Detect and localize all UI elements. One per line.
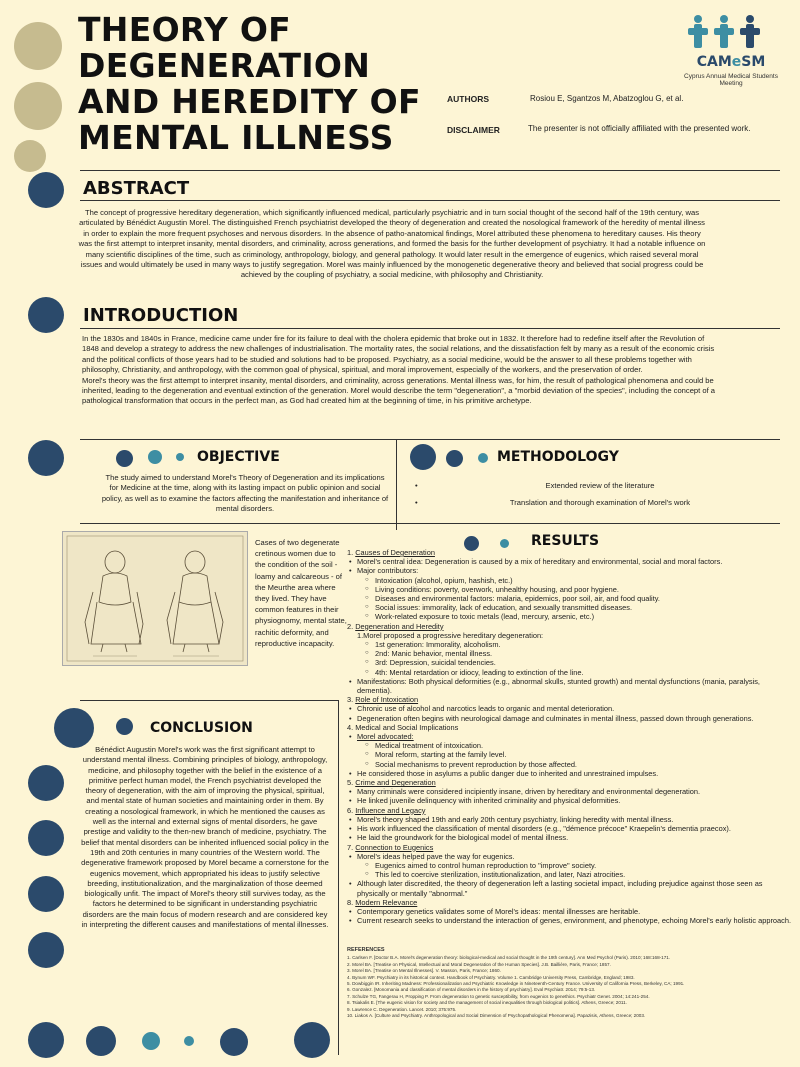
decor-circle bbox=[294, 1022, 330, 1058]
results-subbullet: ○ 1st generation: Immorality, alcoholism. bbox=[347, 640, 792, 649]
decor-circle bbox=[28, 440, 64, 476]
results-bullet: • His work influenced the classification of mental disorders (e.g., "démence précoce" Kraepelin's dementia praecox). bbox=[347, 824, 792, 833]
reference-item: 1. Carlsen F. [Doctor B.A. Morel's degeneration theory: biological-medical and social thought in the 19th century]. Ann Med Psychol (Paris). 2010; 168:168-171. bbox=[347, 955, 671, 961]
results-bullet: • Many criminals were considered incipiently insane, driven by hereditary and environmental degeneration. bbox=[347, 787, 792, 796]
decor-circle bbox=[446, 450, 463, 467]
methodology-list bbox=[415, 481, 785, 515]
decor-circle bbox=[220, 1028, 248, 1056]
disclaimer-label: DISCLAIMER bbox=[447, 125, 500, 135]
results-subbullet: ○ Social issues: immorality, lack of education, and sexually transmitted diseases. bbox=[347, 603, 792, 612]
decor-circle bbox=[28, 765, 64, 801]
decor-circle bbox=[142, 1032, 160, 1050]
results-subbullet: ○ Work-related exposure to toxic metals (lead, mercury, arsenic, etc.) bbox=[347, 612, 792, 621]
column-divider bbox=[338, 700, 339, 1055]
reference-item: 4. Bynum WF. Psychiatry in its historical context. Handbook of Psychiatry. Volume 1. Cambridge University Press, Cambridge, England; 1983. bbox=[347, 974, 635, 980]
conclusion-heading: CONCLUSION bbox=[150, 720, 253, 736]
results-section: 1. Causes of Degeneration bbox=[347, 548, 435, 557]
reference-item: 7. Schulze TG, Fangerau H, Propping P. From degeneration to genetic susceptibility, from eugenics to genethics. Psychiatr Genet. 2004; 14:241-254. bbox=[347, 993, 650, 999]
camesm-logo bbox=[672, 14, 790, 86]
decor-circle bbox=[478, 453, 488, 463]
results-subbullet: ○ Intoxication (alcohol, opium, hashish, etc.) bbox=[347, 576, 792, 585]
results-list bbox=[347, 548, 792, 925]
results-subbullet: ○ 4th: Mental retardation or idiocy, leading to extinction of the line. bbox=[347, 668, 792, 677]
logo-name: CAMeSM bbox=[696, 54, 766, 70]
section-divider bbox=[80, 200, 780, 201]
cretinous-women-illustration bbox=[63, 532, 247, 665]
disclaimer-value: The presenter is not officially affiliated with the presented work. bbox=[528, 124, 751, 133]
reference-item: 5. Dowbiggin IR. Inheriting Madness: Professionalization and Psychiatric Knowledge in Nineteenth-Century France. University of California Press, Berkeley, CA; 1991. bbox=[347, 981, 685, 987]
header-divider bbox=[80, 170, 780, 171]
reference-item: 2. Morel BA. [Treatise on Physical, Intellectual and Moral Degeneration of the Human Species]. J.B. Baillière, Paris, France; 1857. bbox=[347, 961, 611, 967]
abstract-heading: ABSTRACT bbox=[83, 178, 190, 199]
results-subbullet: ○ 2nd: Manic behavior, mental illness. bbox=[347, 649, 792, 658]
results-bullet: • Manifestations: Both physical deformities (e.g., abnormal skulls, stunted growth) and mental dysfunctions (mania, paralysis, dementia). bbox=[347, 677, 792, 695]
decor-circle bbox=[14, 82, 62, 130]
decor-circle bbox=[184, 1036, 194, 1046]
decor-circle bbox=[28, 932, 64, 968]
results-bullet: • Current research seeks to understand the interaction of genes, environment, and phenotype, echoing Morel's early holistic approach. bbox=[347, 916, 792, 925]
logo-subtitle: Cyprus Annual Medical Students Meeting bbox=[684, 73, 778, 87]
decor-circle bbox=[410, 444, 436, 470]
conclusion-text: Bénédict Augustin Morel's work was the first significant attempt to understand mental illness. Combining principles of biology, anthropology, medicine, and philosophy together with the belief in the existence of a primitive perfect human model, the French psychiatrist developed the theory of degeneration, with the aim of improving the physical, spiritual, and mental state of human societies and maintaining order in them. By creating a nosological framework, in which he mentioned the causes as well as the internal and external signs of mental disorders, he gave prestige and validity to the then-new branch of medicine, psychiatry. The belief that mental disorders can be inherited influenced social policy in the 19th and 20th centuries in many countries of the Western world. The degenerative framework proposed by Morel became a cornerstone for the eugenics movement, which appropriated his ideas to justify selective breeding, institutionalization, and the marginalization of those deemed biologically unfit. The impact of Morel's theory still survives today, as the factors he determined to be significant in understanding psychiatric disorders are the main focus of modern research and are considered key in interpreting the different causes and manifestations of mental illnesses. bbox=[81, 745, 329, 930]
decor-circle bbox=[86, 1026, 116, 1056]
reference-item: 10. Liakos A. [Culture and Psychiatry. Anthropological and Social Dimension of Psychopathological Phenomena]. Papazisis, Athens, Greece; 2003. bbox=[347, 1013, 646, 1019]
results-bullet: • Chronic use of alcohol and narcotics leads to organic and mental deterioration. bbox=[347, 704, 792, 713]
results-bullet: • Morel advocated: bbox=[347, 732, 792, 741]
decor-circle bbox=[28, 172, 64, 208]
introduction-paragraph: Morel's theory was the first attempt to interpret insanity, mental disorders, and criminality, across generations. Mental illness was, for him, the result of pathological phenomena and could be inherited, leading to the degeneration and eventual extinction of the generation. Morel would describe the term "degeneration", a "morbid deviation of the species", including the concept of a pathological transformation that occurs in the perfect man, as God had created him at the beginning of time, in his primitive archetype. bbox=[82, 375, 716, 406]
results-bullet: • Degeneration often begins with neurological damage and culminates in mental illness, passed down through generations. bbox=[347, 714, 792, 723]
section-divider bbox=[80, 700, 338, 701]
reference-item: 9. Lawrence C. Degeneration. Lancet. 2010; 375:975. bbox=[347, 1006, 457, 1012]
reference-item: 3. Morel BA. [Treatise on Mental Illnesses]. V. Masson, Paris, France; 1860. bbox=[347, 968, 501, 974]
results-bullet: • Contemporary genetics validates some of Morel's ideas: mental illnesses are heritable. bbox=[347, 907, 792, 916]
decor-circle bbox=[14, 22, 62, 70]
decor-circle bbox=[28, 876, 64, 912]
introduction-text bbox=[82, 334, 720, 407]
results-subbullet: ○ Moral reform, starting at the family level. bbox=[347, 750, 792, 759]
results-bullet: • Morel's theory shaped 19th and early 20th century psychiatry, linking heredity with mental illness. bbox=[347, 815, 792, 824]
decor-circle bbox=[116, 718, 133, 735]
section-divider bbox=[80, 439, 780, 440]
results-bullet: • Although later discredited, the theory of degeneration left a lasting societal impact, including prejudice against those seen as physically or mentally "abnormal." bbox=[347, 879, 792, 897]
results-subbullet: ○ Social mechanisms to prevent reproduction by those affected. bbox=[347, 760, 792, 769]
results-section: 5. Crime and Degeneration bbox=[347, 778, 436, 788]
results-section: 2. Degeneration and Heredity bbox=[347, 621, 444, 631]
results-subbullet: ○ 3rd: Depression, suicidal tendencies. bbox=[347, 658, 792, 667]
methodology-item: • Extended review of the literature bbox=[415, 481, 785, 498]
section-divider bbox=[80, 523, 780, 524]
column-divider bbox=[396, 440, 397, 530]
decor-circle bbox=[176, 453, 184, 461]
results-numbered: 1.Morel proposed a progressive hereditary degeneration: bbox=[357, 630, 544, 640]
decor-circle bbox=[28, 1022, 64, 1058]
introduction-heading: INTRODUCTION bbox=[83, 305, 239, 326]
decor-circle bbox=[28, 297, 64, 333]
objective-text: The study aimed to understand Morel's Theory of Degeneration and its implications for Medicine at the time, along with its lasting impact on public opinion and social policy, as well as to examine the factors affecting the manifestation and inheritance of mental disorders. bbox=[101, 473, 389, 514]
results-bullet: • Major contributors: bbox=[347, 566, 792, 575]
people-icon bbox=[684, 14, 764, 50]
decor-circle bbox=[28, 820, 64, 856]
results-subbullet: ○ Diseases and environmental factors: malaria, epidemics, poor soil, air, and food quality. bbox=[347, 594, 792, 603]
decor-circle bbox=[148, 450, 162, 464]
results-subbullet: ○ This led to coercive sterilization, institutionalization, and later, Nazi atrocities. bbox=[347, 870, 792, 879]
results-section: 8. Modern Relevance bbox=[347, 897, 418, 907]
results-section: 7. Connection to Eugenics bbox=[347, 842, 434, 852]
references bbox=[347, 947, 792, 1019]
section-divider bbox=[80, 328, 780, 329]
abstract-text: The concept of progressive hereditary degeneration, which significantly influenced medical, particularly psychiatric and in turn social thought of the second half of the 19th century, was articulated by Bénédict Augustin Morel. The distinguished French psychiatrist developed the theory of degeneration and created the nosological framework of the heredity of mental illness in order to explain the more frequent psychoses and nervous disorders. In the absence of patho-anatomical findings, Morel attributed these phenomena to hereditary causes. His theory was the first attempt to interpret insanity, mental disorders, and criminality, across generations, and formed the basis for the further development of psychiatry. It had a notable influence on many scientific disciplines of the time, such as criminology, anthropology, biology, and general pathology. It would later result in the emergence of eugenics, which raised several moral issues and would ultimately be used in many ways to justify segregation. Morel was mainly influenced by the monogenetic degenerative theory and believed that social progress could be achieved by the coupling of psychiatry, a social medicine, with philosophy and Christianity. bbox=[78, 208, 706, 280]
results-heading: RESULTS bbox=[531, 533, 600, 549]
results-subbullet: ○ Eugenics aimed to control human reproduction to "improve" society. bbox=[347, 861, 792, 870]
results-bullet: • He linked juvenile delinquency with inherited criminality and physical deformities. bbox=[347, 796, 792, 805]
results-bullet: • He laid the groundwork for the biological model of mental illness. bbox=[347, 833, 792, 842]
decor-circle bbox=[14, 140, 46, 172]
results-bullet: • He considered those in asylums a public danger due to inherited and unrestrained impulses. bbox=[347, 769, 792, 778]
figure-caption: Cases of two degenerate cretinous women due to the condition of the soil - loamy and calcareous - of the Meurthe area where they lived. They have common features in their physiognomy, mental state, rachitic deformity, and reproductive incapacity. bbox=[255, 538, 347, 648]
results-section: 6. Influence and Legacy bbox=[347, 805, 426, 815]
results-subbullet: ○ Living conditions: poverty, overwork, unhealthy housing, and poor hygiene. bbox=[347, 585, 792, 594]
results-bullet: • Morel's ideas helped pave the way for eugenics. bbox=[347, 852, 792, 861]
authors-label: AUTHORS bbox=[447, 94, 490, 104]
results-section: 3. Role of Intoxication bbox=[347, 695, 419, 705]
results-subbullet: ○ Medical treatment of intoxication. bbox=[347, 741, 792, 750]
poster-title: THEORY OF DEGENERATION AND HEREDITY OF MENTAL ILLNESS bbox=[78, 10, 421, 157]
results-bullet: • Morel's central idea: Degeneration is caused by a mix of hereditary and environmental, social and moral factors. bbox=[347, 557, 792, 566]
historical-illustration bbox=[62, 531, 248, 666]
methodology-item: • Translation and thorough examination of Morel's work bbox=[415, 498, 785, 515]
authors-value: Rosiou E, Sgantzos M, Abatzoglou G, et al. bbox=[530, 94, 684, 103]
decor-circle bbox=[116, 450, 133, 467]
introduction-paragraph: In the 1830s and 1840s in France, medicine came under fire for its failure to deal with the cholera epidemic that broke out in 1832. It therefore had to redefine itself after the Revolution of 1848 and develop a strategy to address the new challenges of industrialisation. The mortality rates, the social relations, and the dissatisfaction felt by many as a result of the economic crisis and the political conflicts of those years had to be studied and solutions had to be proposed. Psychiatry, as a social medicine, would be the answer to all these problems together with philosophy, Christianity, and anthropology, with the common goal of physical, spiritual, and moral improvement, especially of the workers, and the preservation of order. bbox=[82, 334, 715, 375]
results-section: 4. Medical and Social Implications bbox=[347, 722, 459, 732]
objective-heading: OBJECTIVE bbox=[197, 449, 280, 465]
reference-item: 6. Gonzalez. [Monomania and classification of mental disorders in the history of psychiatry]. Eval Psychiatr. 2014; 79:5-13. bbox=[347, 987, 596, 993]
references-heading: REFERENCES bbox=[347, 947, 385, 953]
methodology-heading: METHODOLOGY bbox=[497, 449, 619, 465]
reference-item: 8. Tsiakalis E. [The eugenic vision for society and the management of social inequalities through biological politics]. Athens, Greece; 2011. bbox=[347, 1000, 627, 1006]
decor-circle bbox=[54, 708, 94, 748]
decor-circle bbox=[500, 539, 509, 548]
